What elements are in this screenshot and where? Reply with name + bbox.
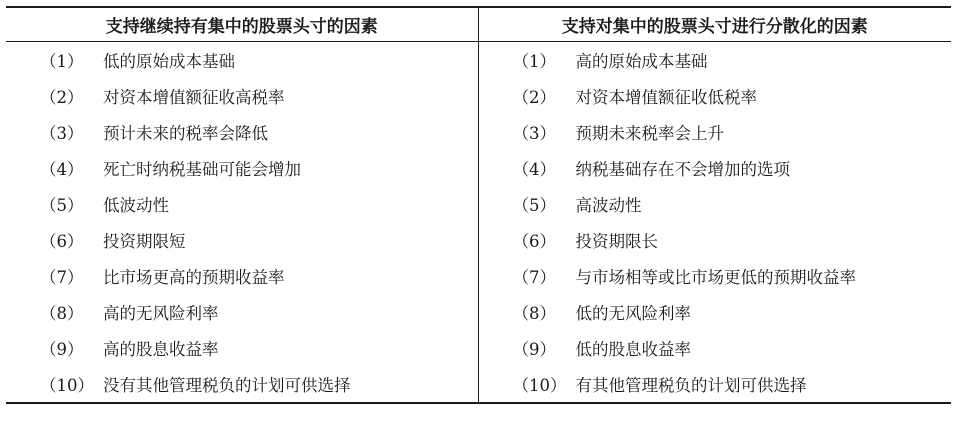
item-text: 低的无风险利率	[575, 304, 691, 323]
factor-item	[6, 264, 478, 288]
factor-item	[6, 192, 478, 216]
item-text: 预计未来的税率会降低	[103, 124, 268, 143]
table-header	[6, 7, 951, 42]
hold-factor-cell	[6, 114, 478, 150]
hold-factor-cell	[6, 150, 478, 186]
item-text: 死亡时纳税基础可能会增加	[103, 160, 301, 179]
hold-factor-cell	[6, 330, 478, 366]
factor-item	[479, 156, 952, 180]
factor-item	[479, 228, 952, 252]
item-text: 投资期限短	[103, 232, 186, 251]
item-text: 低的原始成本基础	[103, 52, 235, 71]
factor-item	[479, 192, 952, 216]
item-text: 对资本增值额征收高税率	[103, 88, 285, 107]
item-number: （4）	[512, 160, 556, 179]
table-row	[6, 258, 951, 294]
hold-factor-cell	[6, 42, 478, 79]
item-number: （9）	[512, 340, 556, 359]
hold-factor-cell	[6, 78, 478, 114]
factor-item	[479, 84, 952, 108]
item-number: （4）	[40, 160, 84, 179]
diversify-factor-cell	[478, 330, 951, 366]
item-text: 高波动性	[575, 196, 642, 215]
item-number: （2）	[40, 88, 84, 107]
diversify-factor-cell	[478, 186, 951, 222]
table-row	[6, 366, 951, 403]
item-text: 没有其他管理税负的计划可供选择	[103, 376, 351, 395]
factor-item	[479, 300, 952, 324]
diversify-factor-cell	[478, 366, 951, 403]
diversify-factor-cell	[478, 78, 951, 114]
factor-item	[479, 264, 952, 288]
item-text: 有其他管理税负的计划可供选择	[575, 376, 807, 395]
item-text: 纳税基础存在不会增加的选项	[575, 160, 790, 179]
item-number: （3）	[512, 124, 556, 143]
item-number: （3）	[40, 124, 84, 143]
item-text: 预期未来税率会上升	[575, 124, 724, 143]
table-row	[6, 150, 951, 186]
diversify-factor-cell	[478, 222, 951, 258]
table-row	[6, 186, 951, 222]
item-number: （7）	[40, 268, 84, 287]
factor-item	[6, 84, 478, 108]
hold-factor-cell	[6, 222, 478, 258]
diversify-factor-cell	[478, 294, 951, 330]
hold-factor-cell	[6, 366, 478, 403]
item-text: 投资期限长	[575, 232, 658, 251]
item-text: 高的无风险利率	[103, 304, 219, 323]
item-text: 与市场相等或比市场更低的预期收益率	[575, 268, 856, 287]
table-row	[6, 42, 951, 79]
diversify-factor-cell	[478, 42, 951, 79]
table-row	[6, 78, 951, 114]
header-diversify-factors: 支持对集中的股票头寸进行分散化的因素	[478, 7, 951, 42]
header-row	[6, 7, 951, 42]
diversify-factor-cell	[478, 258, 951, 294]
factor-item	[6, 336, 478, 360]
item-number: （1）	[40, 52, 84, 71]
item-number: （10）	[512, 376, 567, 395]
factor-item	[6, 372, 478, 396]
item-number: （10）	[40, 376, 94, 395]
item-text: 低波动性	[103, 196, 169, 215]
factor-item	[479, 48, 952, 72]
table-row	[6, 294, 951, 330]
factor-item	[6, 228, 478, 252]
item-number: （8）	[512, 304, 556, 323]
item-number: （5）	[40, 196, 84, 215]
item-text: 低的股息收益率	[575, 340, 691, 359]
item-number: （5）	[512, 196, 556, 215]
item-number: （6）	[512, 232, 556, 251]
item-number: （9）	[40, 340, 84, 359]
item-number: （1）	[512, 52, 556, 71]
item-text: 对资本增值额征收低税率	[575, 88, 757, 107]
table-row	[6, 222, 951, 258]
table-body	[6, 42, 951, 404]
item-text: 高的股息收益率	[103, 340, 219, 359]
hold-factor-cell	[6, 258, 478, 294]
diversify-factor-cell	[478, 114, 951, 150]
item-number: （7）	[512, 268, 556, 287]
header-hold-factors: 支持继续持有集中的股票头寸的因素	[6, 7, 478, 42]
item-text: 比市场更高的预期收益率	[103, 268, 285, 287]
factor-item	[479, 372, 952, 396]
factor-item	[6, 156, 478, 180]
item-number: （8）	[40, 304, 84, 323]
table-row	[6, 330, 951, 366]
item-text: 高的原始成本基础	[575, 52, 708, 71]
factor-item	[479, 336, 952, 360]
item-number: （2）	[512, 88, 556, 107]
factor-item	[6, 300, 478, 324]
item-number: （6）	[40, 232, 84, 251]
factor-item	[6, 48, 478, 72]
hold-factor-cell	[6, 186, 478, 222]
factor-item	[479, 120, 952, 144]
factor-item	[6, 120, 478, 144]
factors-comparison-table	[6, 6, 951, 404]
diversify-factor-cell	[478, 150, 951, 186]
table-row	[6, 114, 951, 150]
hold-factor-cell	[6, 294, 478, 330]
